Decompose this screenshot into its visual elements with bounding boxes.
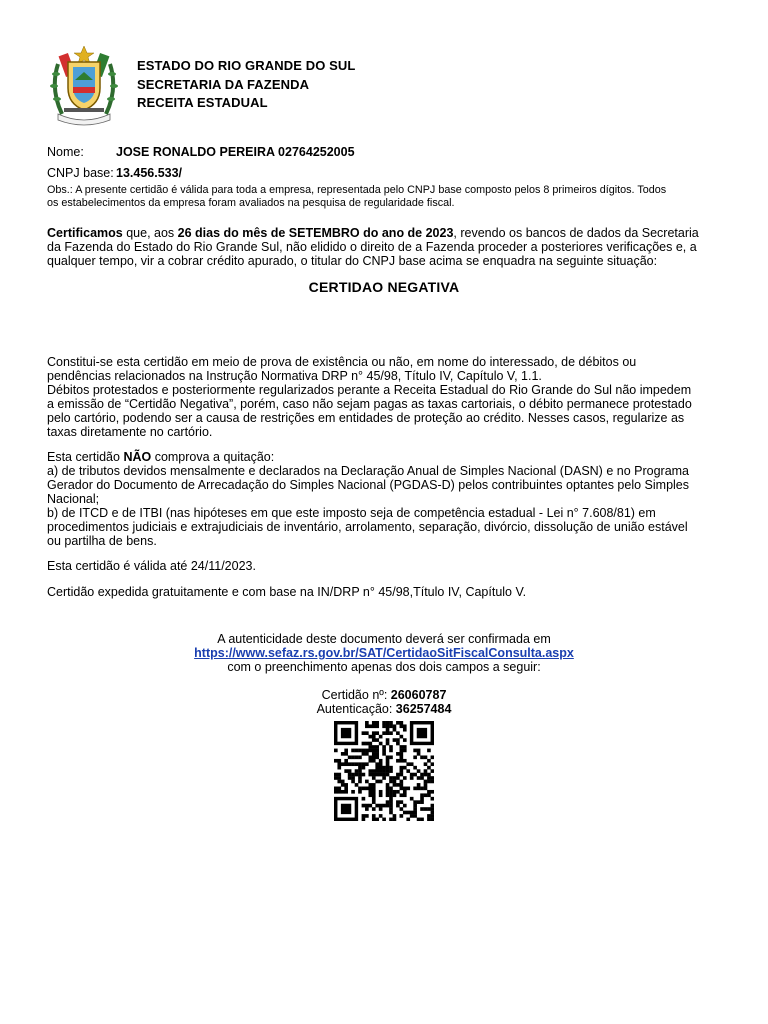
obs-line: Obs.: A presente certidão é válida para toda a empresa, representada pelo CNPJ base composto pelos 8 primeiros dígitos. Todos — [47, 184, 667, 196]
codes-block — [0, 688, 768, 716]
certify-paragraph — [47, 226, 722, 268]
obs-note — [47, 184, 722, 210]
qr-code — [334, 721, 434, 821]
certify-lead: Certificamos — [47, 226, 123, 240]
authenticity-line: com o preenchimento apenas dos dois campos a seguir: — [227, 660, 541, 674]
cnpj-value: 13.456.533/ — [116, 166, 183, 180]
constitui-paragraph — [47, 355, 722, 439]
cert-number-line — [0, 688, 768, 702]
certify-part1: que, aos — [122, 226, 178, 240]
certify-line: da Fazenda do Estado do Rio Grande Sul, não elidido o direito de a Fazenda proceder a posteriores verificações e, a — [47, 240, 697, 254]
header-secretaria: SECRETARIA DA FAZENDA — [137, 77, 310, 92]
quitacao-line: Nacional; — [47, 492, 100, 506]
certify-line — [47, 226, 722, 240]
constitui-line: taxas diretamente no cartório. — [47, 425, 213, 439]
quitacao-paragraph — [47, 450, 722, 548]
authenticity-line: A autenticidade deste documento deverá ser confirmada em — [217, 632, 551, 646]
issued-text: Certidão expedida gratuitamente e com base na IN/DRP n° 45/98,Título IV, Capítulo V. — [47, 585, 527, 599]
quitacao-heading — [47, 450, 722, 464]
header-state: ESTADO DO RIO GRANDE DO SUL — [137, 58, 356, 73]
validity-text: Esta certidão é válida até 24/11/2023. — [47, 559, 256, 573]
name-value: JOSE RONALDO PEREIRA 02764252005 — [116, 145, 355, 159]
constitui-line: pendências relacionados na Instrução Normativa DRP n° 45/98, Título IV, Capítulo V, 1.1. — [47, 369, 542, 383]
cert-label: Certidão nº: — [321, 688, 391, 702]
constitui-line: Débitos protestados e posteriormente regularizados perante a Receita Estadual do Rio Grande do Sul não impedem — [47, 383, 692, 397]
quitacao-bold: NÃO — [123, 450, 152, 464]
coat-of-arms-logo — [48, 44, 120, 126]
cert-value: 26060787 — [390, 688, 447, 702]
constitui-line: pelo cartório, podendo ser a causa de restrições em entidades de proteção ao crédito. Nesses casos, regularize as — [47, 411, 685, 425]
auth-value: 36257484 — [395, 702, 452, 716]
auth-label: Autenticação: — [316, 702, 396, 716]
certify-line: qualquer tempo, vir a cobrar crédito apurado, o titular do CNPJ base acima se enquadra na seguinte situação: — [47, 254, 658, 268]
quitacao-line: procedimentos judiciais e extrajudiciais de inventário, arrolamento, separação, divórcio, dissolução de união estável — [47, 520, 688, 534]
auth-code-line — [0, 702, 768, 716]
header-receita: RECEITA ESTADUAL — [137, 95, 268, 110]
quitacao-line: b) de ITCD e de ITBI (nas hipóteses em que este imposto seja de competência estadual - Lei n° 7.608/81) em — [47, 506, 656, 520]
quitacao-line: Gerador do Documento de Arrecadação do Simples Nacional (PGDAS-D) pelos contribuintes optantes pelo Simples — [47, 478, 689, 492]
status-title: CERTIDAO NEGATIVA — [308, 279, 460, 295]
constitui-line: a emissão de “Certidão Negativa”, porém, caso não sejam pagas as taxas cartoriais, o débito permanece protestado — [47, 397, 692, 411]
cnpj-label: CNPJ base: — [47, 166, 114, 180]
certify-date: 26 dias do mês de SETEMBRO do ano de 2023 — [177, 226, 454, 240]
name-label: Nome: — [47, 145, 84, 159]
quitacao-line: ou partilha de bens. — [47, 534, 157, 548]
obs-line: os estabelecimentos da empresa foram avaliados na pesquisa de regularidade fiscal. — [47, 197, 455, 209]
constitui-line: Constitui-se esta certidão em meio de prova de existência ou não, em nome do interessado, de débitos ou — [47, 355, 637, 369]
quitacao-pre: Esta certidão — [47, 450, 124, 464]
certify-part2: , revendo os bancos de dados da Secretaria — [453, 226, 699, 240]
verification-link[interactable]: https://www.sefaz.rs.gov.br/SAT/CertidaoSitFiscalConsulta.aspx — [194, 646, 574, 660]
quitacao-post: comprova a quitação: — [151, 450, 275, 464]
quitacao-line: a) de tributos devidos mensalmente e declarados na Declaração Anual de Simples Nacional (DASN) e no Programa — [47, 464, 690, 478]
authenticity-block — [0, 632, 768, 674]
